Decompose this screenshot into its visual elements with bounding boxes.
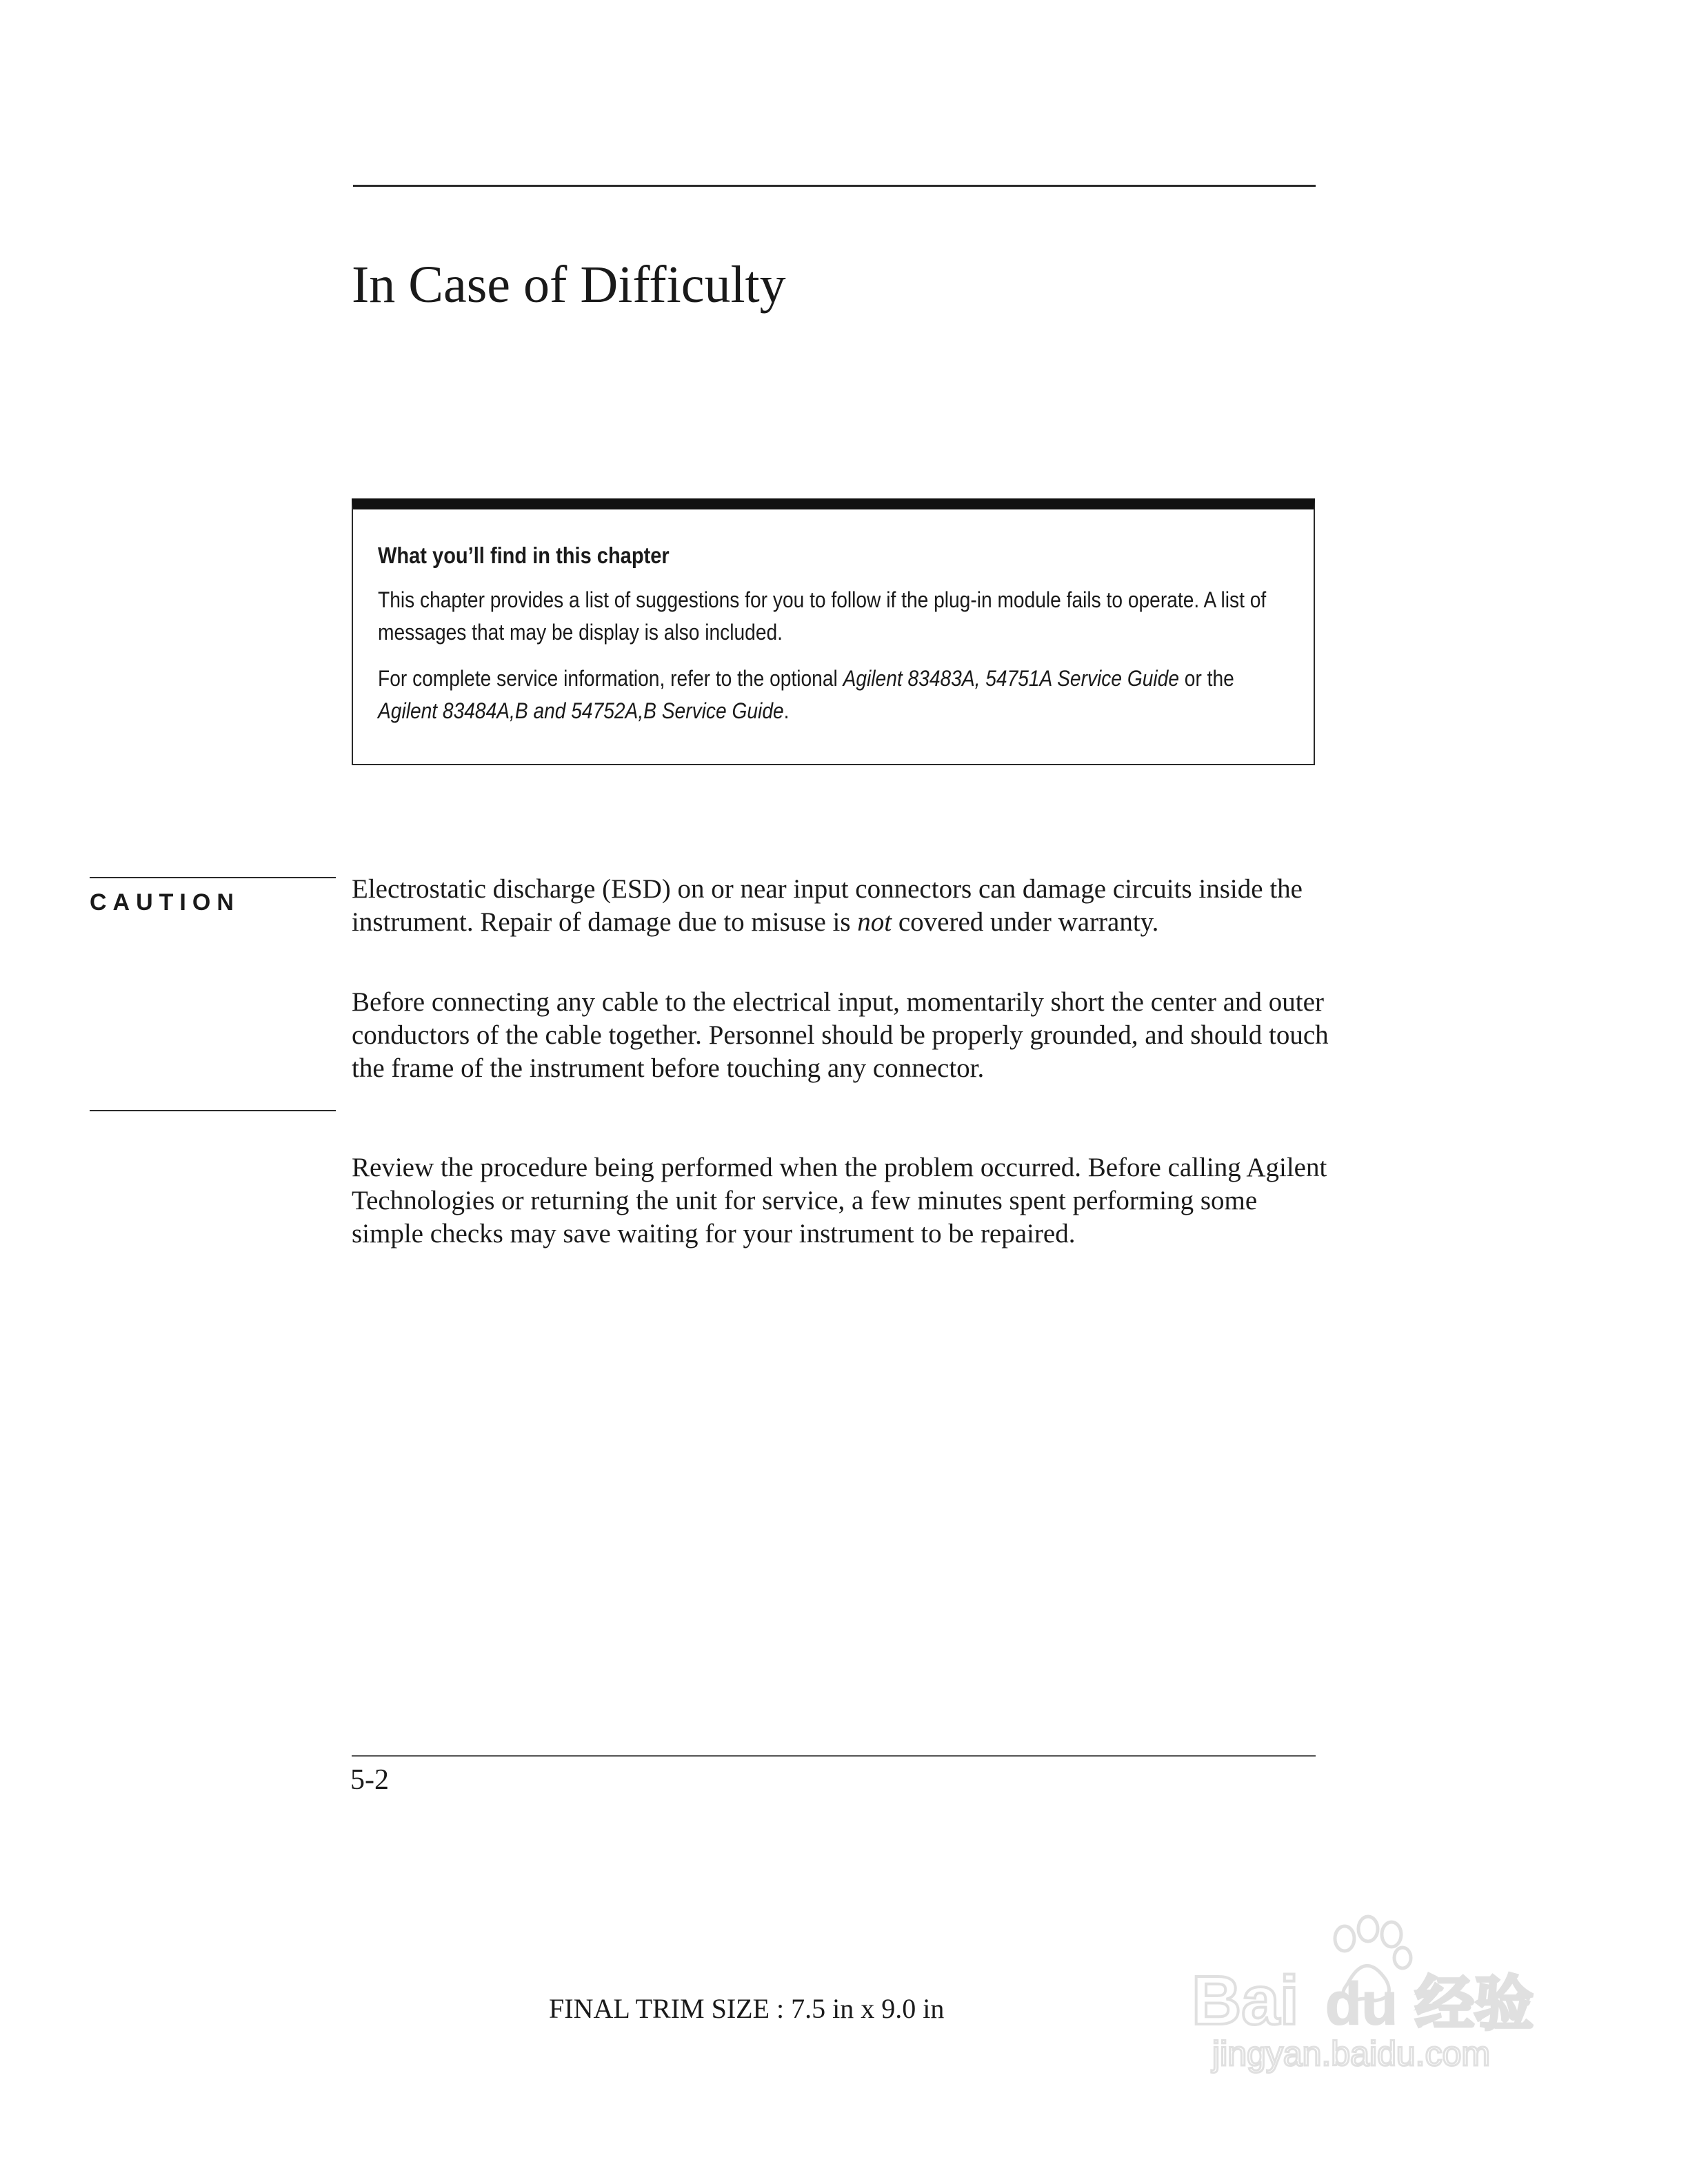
review-paragraph: Review the procedure being performed when the problem occurred. Before calling Agilent Technologies or returning the unit for service, a few minutes spent performing some simple checks may save waiting for your instrument to be repaired. (352, 1153, 1327, 1248)
caution-label: CAUTION (90, 889, 240, 916)
caution-esd-text-end: covered under warranty. (892, 907, 1159, 937)
top-rule (353, 185, 1316, 187)
caution-esd-text: Electrostatic discharge (ESD) on or near input connectors can damage circuits inside the instrument. Repair of damage due to misuse is (352, 874, 1303, 937)
watermark-brand: Bai (1192, 1962, 1299, 2039)
baidu-jingyan-watermark (1185, 1903, 1571, 2075)
service-guide-title-2: Agilent 83484A,B and 54752A,B Service Guide (378, 698, 784, 723)
caution-rule-bottom (90, 1110, 336, 1111)
chapter-title: In Case of Difficulty (352, 256, 786, 314)
caution-esd-emphasis: not (857, 907, 892, 937)
chapter-summary-paragraph: This chapter provides a list of suggestions for you to follow if the plug-in module fails to operate. A list of messages that may be display is also included. (378, 587, 1267, 645)
service-guide-title-1: Agilent 83483A, 54751A Service Guide (843, 666, 1179, 691)
watermark-brand-du: du (1325, 1971, 1398, 2037)
page-number: 5-2 (350, 1764, 389, 1796)
watermark-cn: 经验 (1415, 1970, 1534, 2039)
chapter-summary-box (352, 498, 1315, 765)
service-guide-text-or: or the (1178, 666, 1234, 691)
watermark-url: jingyan.baidu.com (1212, 2034, 1491, 2073)
service-guide-text: For complete service information, refer to the optional (378, 666, 843, 691)
chapter-summary-heading: What you’ll find in this chapter (378, 543, 670, 568)
service-guide-paragraph (378, 663, 1282, 727)
caution-paragraph-grounding: Before connecting any cable to the electrical input, momentarily short the center and outer conductors of the cable together. Personnel should be properly grounded, and should touch the frame of the instrument before touching any connector. (352, 987, 1329, 1083)
caution-rule-top (90, 877, 336, 878)
service-guide-period: . (783, 698, 790, 723)
caution-paragraph-esd (352, 873, 1331, 939)
bottom-rule (352, 1755, 1316, 1757)
trim-size-note: FINAL TRIM SIZE : 7.5 in x 9.0 in (549, 1993, 945, 2024)
